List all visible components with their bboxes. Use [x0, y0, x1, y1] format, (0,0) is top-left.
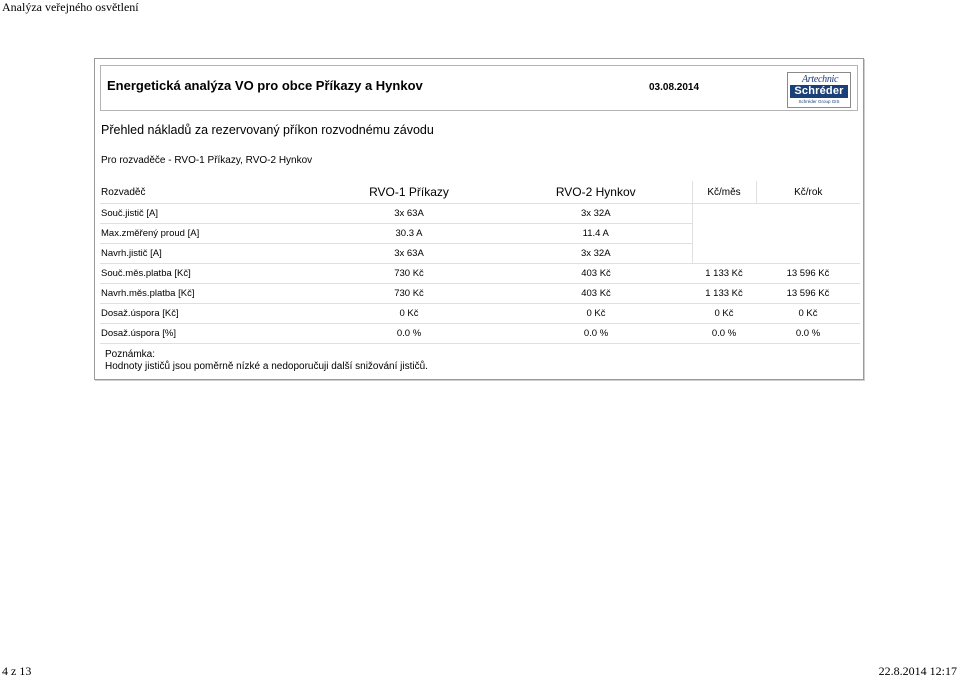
column-header-kc-mes: Kč/měs: [692, 181, 756, 204]
cell-rvo1: 730 Kč: [318, 264, 500, 284]
row-label: Navrh.jistič [A]: [100, 244, 318, 264]
cell-kc-mes: 1 133 Kč: [692, 264, 756, 284]
row-label: Navrh.měs.platba [Kč]: [100, 284, 318, 304]
cell-rvo1: 0.0 %: [318, 324, 500, 344]
cell-rvo1: 3x 63A: [318, 244, 500, 264]
cell-rvo2: 3x 32A: [500, 244, 692, 264]
cell-rvo1: 3x 63A: [318, 204, 500, 224]
cell-rvo1: 30.3 A: [318, 224, 500, 244]
table-row: [100, 324, 860, 344]
cell-kc-rok: 13 596 Kč: [756, 284, 860, 304]
cell-kc-rok: 13 596 Kč: [756, 264, 860, 284]
document-title: Energetická analýza VO pro obce Příkazy a Hynkov: [107, 78, 423, 93]
column-header-kc-rok: Kč/rok: [756, 181, 860, 204]
table-row: [100, 264, 860, 284]
footer-datetime: 22.8.2014 12:17: [878, 664, 957, 678]
cell-rvo2: 403 Kč: [500, 284, 692, 304]
note-text: Hodnoty jističů jsou poměrně nízké a nedoporučuji další snižování jističů.: [105, 361, 428, 372]
row-label: Dosaž.úspora [Kč]: [100, 304, 318, 324]
cell-kc-rok: 0 Kč: [756, 304, 860, 324]
note-label: Poznámka:: [105, 349, 156, 360]
report-header: [100, 65, 858, 111]
table-row: [100, 284, 860, 304]
cell-rvo1: 730 Kč: [318, 284, 500, 304]
row-label: Dosaž.úspora [%]: [100, 324, 318, 344]
cell-rvo2: 3x 32A: [500, 204, 692, 224]
document-date: 03.08.2014: [649, 82, 700, 93]
schreder-logo: [787, 72, 851, 108]
row-label: Souč.měs.platba [Kč]: [100, 264, 318, 284]
table-header-row: [100, 181, 860, 204]
cost-table: [100, 181, 860, 344]
report-page: [94, 58, 864, 380]
section-subtitle: Pro rozvaděče - RVO-1 Příkazy, RVO-2 Hynkov: [101, 155, 313, 166]
cell-kc-rok: 0.0 %: [756, 324, 860, 344]
column-header-rvo2: RVO-2 Hynkov: [500, 181, 692, 204]
table-row: [100, 304, 860, 324]
browser-title: Analýza veřejného osvětlení: [2, 0, 139, 14]
empty-area: [692, 204, 860, 264]
cell-rvo2: 0.0 %: [500, 324, 692, 344]
cell-rvo1: 0 Kč: [318, 304, 500, 324]
cell-rvo2: 11.4 A: [500, 224, 692, 244]
footer-page-number: 4 z 13: [2, 664, 32, 678]
cell-kc-mes: 0.0 %: [692, 324, 756, 344]
column-header-rozvadec: Rozvaděč: [100, 181, 318, 204]
logo-subtext: Schréder Group GIS: [798, 99, 840, 104]
section-title: Přehled nákladů za rezervovaný příkon rozvodnému závodu: [101, 123, 434, 137]
cell-rvo2: 0 Kč: [500, 304, 692, 324]
logo-script-text: Artechnic: [802, 74, 839, 85]
cell-rvo2: 403 Kč: [500, 264, 692, 284]
column-header-rvo1: RVO-1 Příkazy: [318, 181, 500, 204]
logo-wordmark: Schréder: [790, 85, 848, 98]
row-label: Souč.jistič [A]: [100, 204, 318, 224]
cell-kc-mes: 1 133 Kč: [692, 284, 756, 304]
cell-kc-mes: 0 Kč: [692, 304, 756, 324]
table-row: [100, 204, 860, 224]
row-label: Max.změřený proud [A]: [100, 224, 318, 244]
